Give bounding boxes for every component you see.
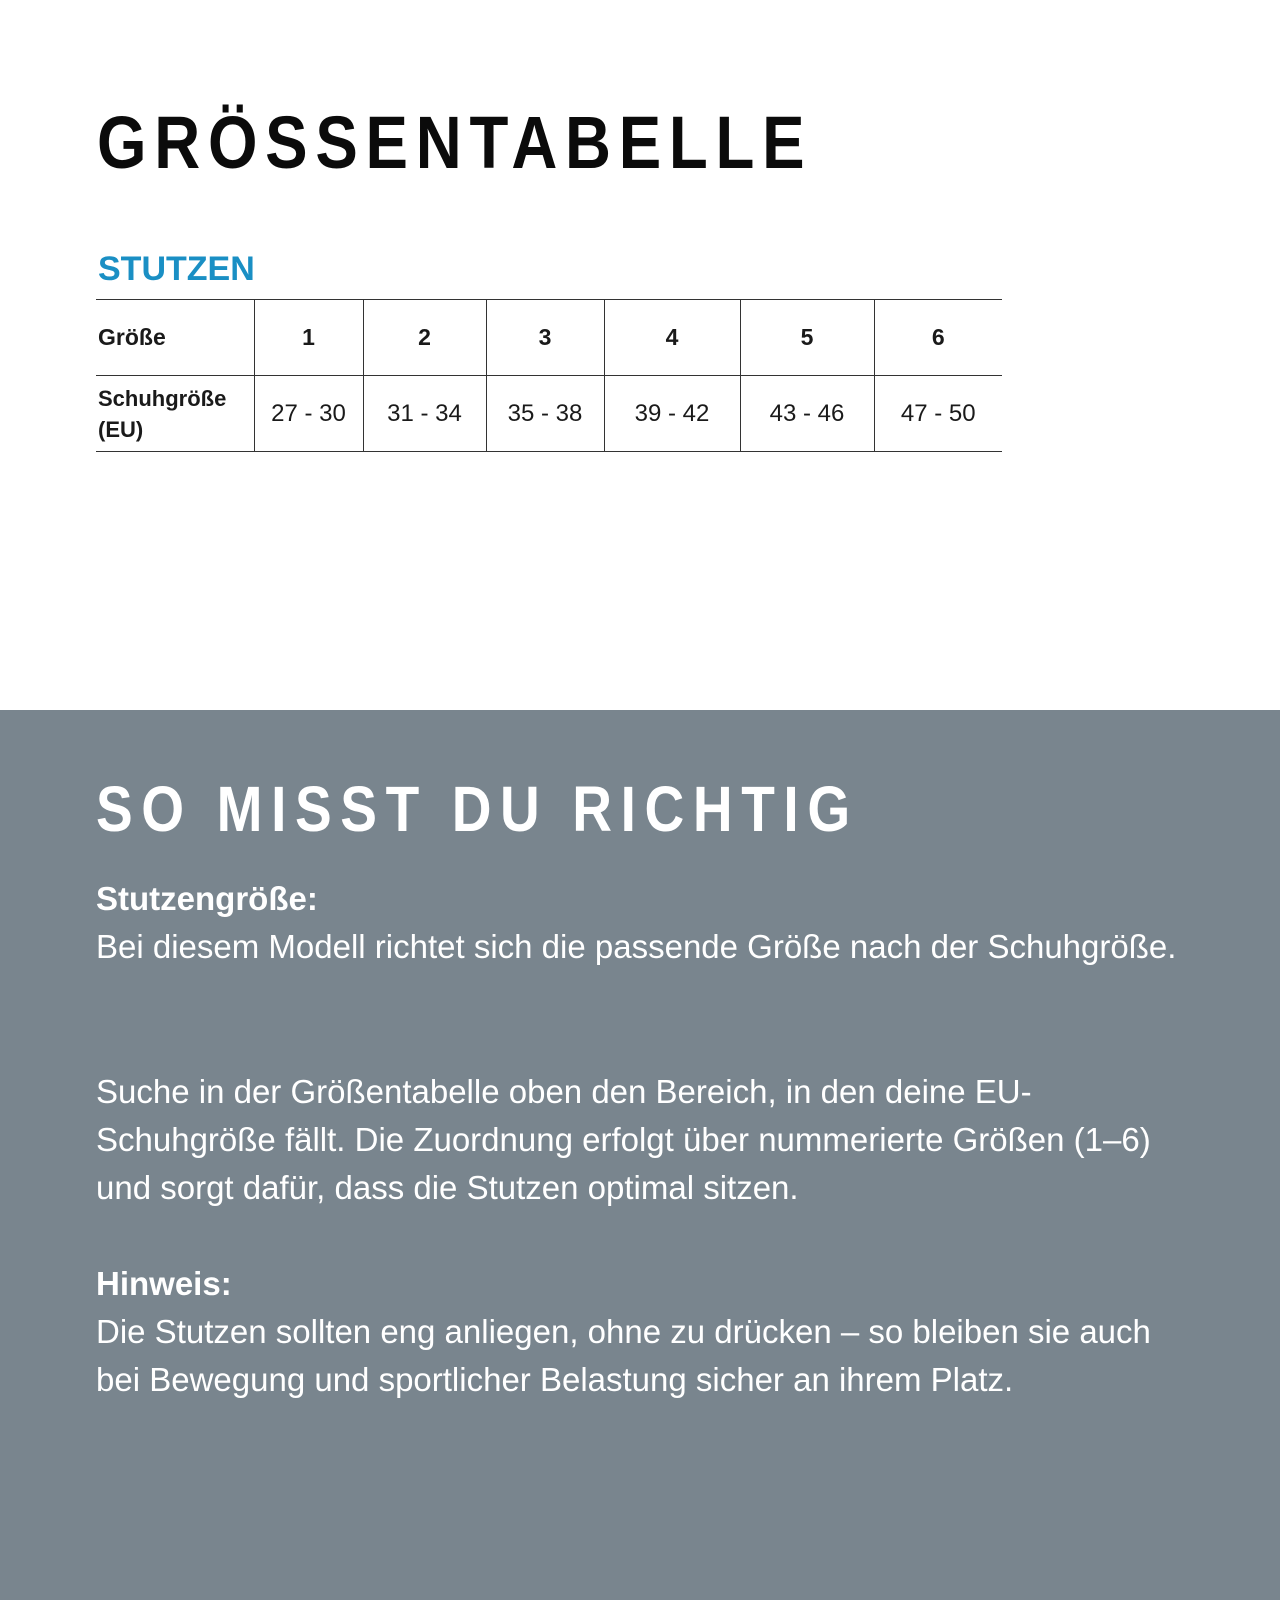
table-cell-shoe-size: 43 - 46 — [740, 376, 874, 452]
note-heading: Hinweis: — [96, 1265, 232, 1302]
table-cell-size: 4 — [604, 300, 740, 376]
size-table — [96, 299, 1002, 452]
table-cell-size: 5 — [740, 300, 874, 376]
table-cell-size: 1 — [254, 300, 363, 376]
table-row-shoe-size — [96, 376, 1002, 452]
size-chart-section — [0, 0, 1280, 710]
lookup-text: Suche in der Größentabelle oben den Bereich, in den deine EU-Schuhgröße fällt. Die Zuordnung erfolgt über nummerierte Größen (1–6) und sorgt dafür, dass die Stutzen optimal sitzen. — [96, 1073, 1151, 1206]
sock-size-text: Bei diesem Modell richtet sich die passende Größe nach der Schuhgröße. — [96, 928, 1177, 965]
row-header-size: Größe — [96, 300, 254, 376]
table-cell-shoe-size: 35 - 38 — [486, 376, 604, 452]
sock-size-heading: Stutzengröße: — [96, 880, 318, 917]
table-cell-size: 6 — [874, 300, 1002, 376]
row-header-shoe-size-line2: (EU) — [98, 416, 144, 442]
measuring-guide-section — [0, 710, 1280, 1600]
table-section-label: STUTZEN — [98, 250, 255, 288]
row-header-shoe-size-line1: Schuhgröße — [98, 385, 227, 411]
row-header-shoe-size — [96, 376, 254, 452]
page-title: GRÖSSENTABELLE — [97, 101, 813, 184]
table-cell-shoe-size: 47 - 50 — [874, 376, 1002, 452]
lookup-block — [96, 1068, 1196, 1212]
table-cell-size: 3 — [486, 300, 604, 376]
table-cell-shoe-size: 39 - 42 — [604, 376, 740, 452]
measuring-guide-title: SO MISST DU RICHTIG — [96, 773, 859, 845]
sock-size-block — [96, 875, 1196, 971]
table-cell-shoe-size: 27 - 30 — [254, 376, 363, 452]
table-row-size — [96, 300, 1002, 376]
table-cell-size: 2 — [363, 300, 486, 376]
table-cell-shoe-size: 31 - 34 — [363, 376, 486, 452]
note-text: Die Stutzen sollten eng anliegen, ohne zu drücken – so bleiben sie auch bei Bewegung und sportlicher Belastung sicher an ihrem Platz. — [96, 1313, 1151, 1398]
note-block — [96, 1260, 1196, 1404]
